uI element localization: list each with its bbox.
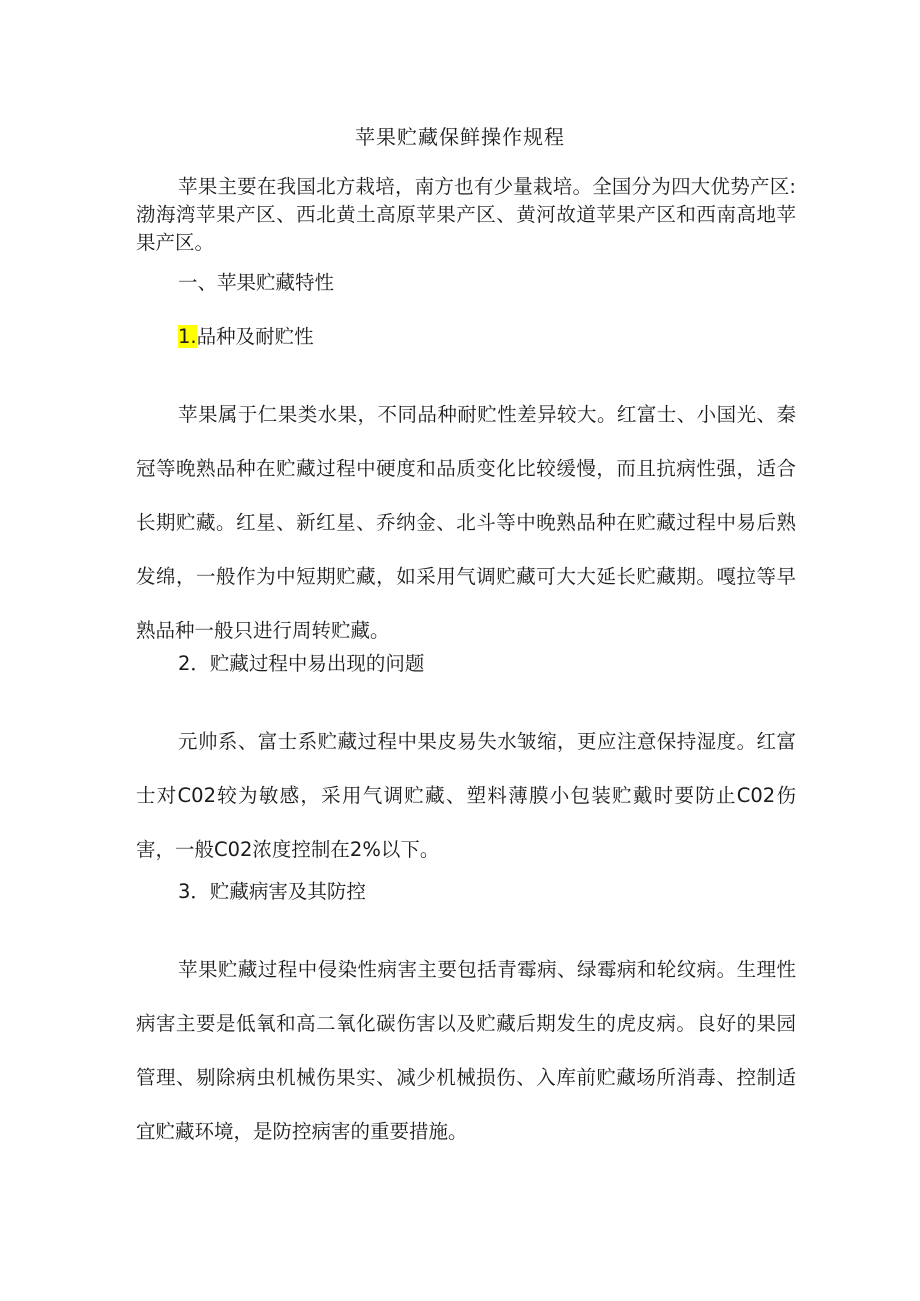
intro-paragraph: 苹果主要在我国北方栽培，南方也有少量栽培。全国分为四大优势产区:渤海湾苹果产区、西北黄土高原苹果产区、黄河故道苹果产区和西南高地苹果产区。 <box>136 175 796 254</box>
item-3-heading: 3．贮藏病害及其防控 <box>178 880 366 903</box>
item-1-number-highlight: 1. <box>178 325 197 348</box>
item-1-heading-line <box>178 323 314 351</box>
document-title: 苹果贮藏保鲜操作规程 <box>355 125 565 149</box>
item-3-body: 苹果贮藏过程中侵染性病害主要包括青霉病、绿霉病和轮纹病。生理性病害主要是低氧和高二氧化碳伤害以及贮藏后期发生的虎皮病。良好的果园管理、剔除病虫机械伤果实、减少机械损伤、入库前贮藏场所消毒、控制适宜贮藏环境，是防控病害的重要措施。 <box>136 958 796 1143</box>
item-1-heading: 品种及耐贮性 <box>196 325 314 348</box>
section-1-heading: 一、苹果贮藏特性 <box>178 271 335 294</box>
item-2-heading: 2．贮藏过程中易出现的问题 <box>178 652 425 675</box>
item-1-body: 苹果属于仁果类水果，不同品种耐贮性差异较大。红富士、小国光、秦冠等晚熟品种在贮藏过程中硬度和品质变化比较缓慢，而且抗病性强，适合长期贮藏。红星、新红星、乔纳金、北斗等中晚熟品种在贮藏过程中易后熟发绵，一般作为中短期贮藏，如采用气调贮藏可大大延长贮藏期。嘎拉等早熟品种一般只进行周转贮藏。 <box>136 403 796 642</box>
item-2-body: 元帅系、富士系贮藏过程中果皮易失水皱缩，更应注意保持湿度。红富士对C02较为敏感，采用气调贮藏、塑料薄膜小包装贮戴时要防止C02伤害，一般C02浓度控制在2%以下。 <box>136 730 796 861</box>
